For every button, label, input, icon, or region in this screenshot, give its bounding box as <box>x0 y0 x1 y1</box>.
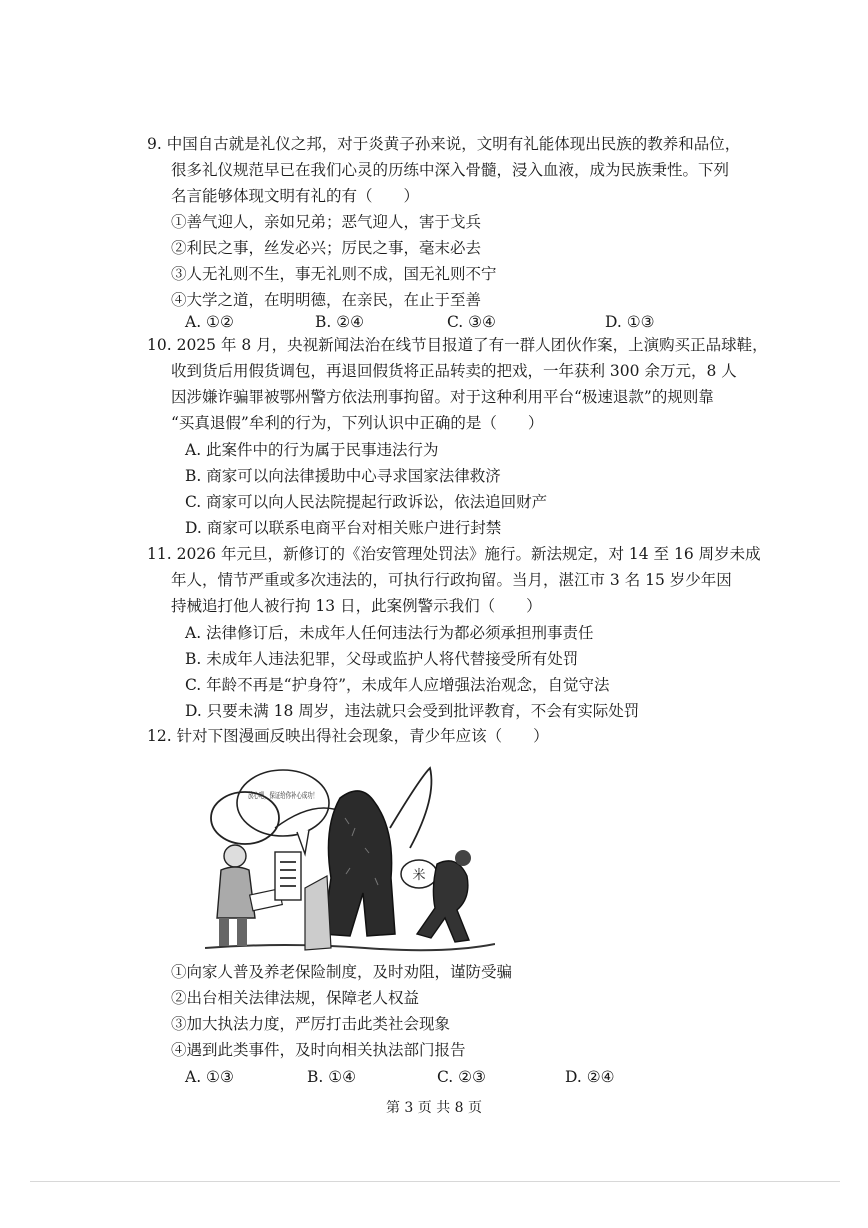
question-12-statements <box>147 959 812 1063</box>
question-10-stem-line-1: 10. 2025 年 8 月，央视新闻法治在线节目报道了有一群人团伙作案，上演购买正品球鞋， <box>147 336 768 354</box>
question-9-statement-3: ③人无礼则不生，事无礼则不成，国无礼则不宁 <box>171 265 497 283</box>
question-10 <box>147 332 812 436</box>
question-9-option-b[interactable]: B. ②④ <box>315 313 365 331</box>
thief-figure <box>401 850 471 942</box>
question-11-stem-line-3: 持械追打他人被行拘 13 日，此案例警示我们（ ） <box>171 597 542 615</box>
question-10-option-a[interactable]: A. 此案件中的行为属于民事违法行为 <box>185 441 439 459</box>
question-10-stem-line-3: 因涉嫌诈骗罪被鄂州警方依法刑事拘留。对于这种利用平台“极速退款”的规则靠 <box>171 388 714 406</box>
cartoon-illustration <box>205 758 495 954</box>
question-9-option-a[interactable]: A. ①② <box>185 313 234 331</box>
question-9-statement-1: ①善气迎人，亲如兄弟；恶气迎人，害于戈兵 <box>171 213 482 231</box>
rice-bag-label: 米 <box>412 868 426 883</box>
question-9-option-c[interactable]: C. ③④ <box>447 313 496 331</box>
question-9-stem-line-3: 名言能够体现文明有礼的有（ ） <box>171 187 420 205</box>
speech-bubble <box>237 770 352 854</box>
old-man-figure <box>217 845 282 946</box>
question-12-option-a[interactable]: A. ①③ <box>185 1068 234 1086</box>
question-12-statement-3: ③加大执法力度，严厉打击此类社会现象 <box>171 1015 451 1033</box>
question-12 <box>147 723 812 749</box>
speech-bubble-text: 放心吧，保证给你补心成功！ <box>248 791 352 800</box>
question-12-stem: 12. 针对下图漫画反映出得社会现象，青少年应该（ ） <box>147 727 549 745</box>
question-11-stem-line-1: 11. 2026 年元旦，新修订的《治安管理处罚法》施行。新法规定，对 14 至 16 周岁未成 <box>147 545 761 563</box>
question-11-option-b[interactable]: B. 未成年人违法犯罪，父母或监护人将代替接受所有处罚 <box>185 650 579 668</box>
question-10-stem-line-2: 收到货后用假货调包，再退回假货将正品转卖的把戏，一年获利 300 余万元，8 人 <box>171 362 737 380</box>
question-10-option-d[interactable]: D. 商家可以联系电商平台对相关账户进行封禁 <box>185 519 502 537</box>
question-11-stem-line-2: 年人，情节严重或多次违法的，可执行行政拘留。当月，湛江市 3 名 15 岁少年因 <box>171 571 732 589</box>
page-number: 第 3 页 共 8 页 <box>385 1100 483 1116</box>
question-11 <box>147 541 812 619</box>
question-11-option-d[interactable]: D. 只要未满 18 周岁，违法就只会受到批评教育，不会有实际处罚 <box>185 702 640 720</box>
question-11-option-c[interactable]: C. 年龄不再是“护身符”，未成年人应增强法治观念，自觉守法 <box>185 676 610 694</box>
question-12-option-b[interactable]: B. ①④ <box>307 1068 357 1086</box>
question-9-stem-line-2: 很多礼仪规范早已在我们心灵的历练中深入骨髓，浸入血液，成为民族秉性。下列 <box>171 161 730 179</box>
question-9-statement-2: ②利民之事，丝发必兴；厉民之事，毫末必去 <box>171 239 482 257</box>
question-12-options <box>185 1064 785 1090</box>
sign-board <box>275 852 301 900</box>
question-12-statement-1: ①向家人普及养老保险制度，及时劝阻，谨防受骗 <box>171 963 513 981</box>
question-9 <box>147 131 812 313</box>
question-10-option-c[interactable]: C. 商家可以向人民法院提起行政诉讼，依法追回财产 <box>185 493 548 511</box>
question-9-statement-4: ④大学之道，在明明德，在亲民，在止于至善 <box>171 291 482 309</box>
question-10-option-b[interactable]: B. 商家可以向法律援助中心寻求国家法律救济 <box>185 467 501 485</box>
whip-icon <box>390 768 431 848</box>
question-10-stem-line-4: “买真退假”牟利的行为，下列认识中正确的是（ ） <box>171 414 544 432</box>
question-12-statement-4: ④遇到此类事件，及时向相关执法部门报告 <box>171 1041 466 1059</box>
question-11-option-a[interactable]: A. 法律修订后，未成年人任何违法行为都必须承担刑事责任 <box>185 624 594 642</box>
question-12-option-c[interactable]: C. ②③ <box>437 1068 486 1086</box>
question-12-statement-2: ②出台相关法律法规，保障老人权益 <box>171 989 420 1007</box>
scan-divider <box>30 1181 840 1182</box>
question-9-option-d[interactable]: D. ①③ <box>605 313 655 331</box>
question-12-option-d[interactable]: D. ②④ <box>565 1068 615 1086</box>
question-9-stem-line-1: 9. 中国自古就是礼仪之邦，对于炎黄子孙来说，文明有礼能体现出民族的教养和品位， <box>147 135 741 153</box>
